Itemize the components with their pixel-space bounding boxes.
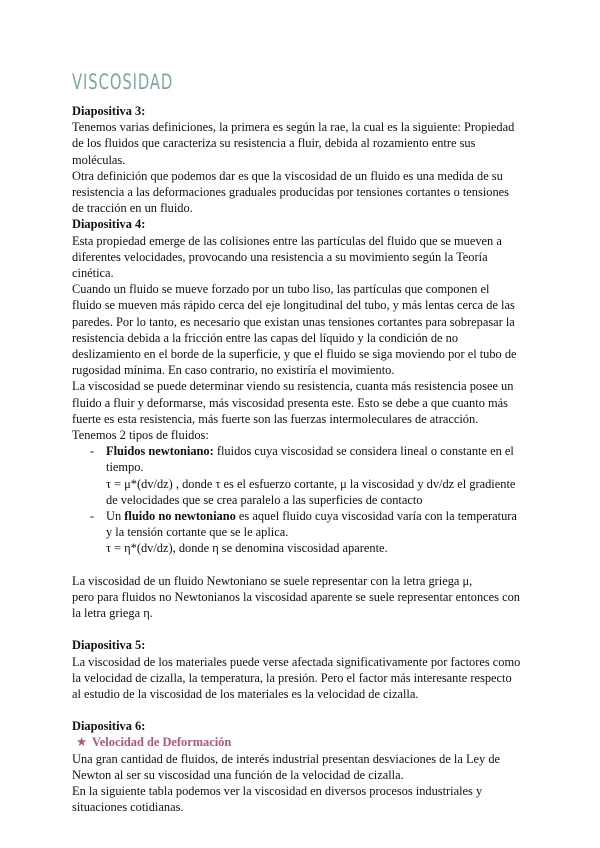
formula-text: τ = μ*(dv/dz) , donde τ es el esfuerzo cortante, μ la viscosidad y dv/dz el gradiente de velocidades que se crea paralelo a las superficies de contacto: [106, 476, 516, 507]
spacer: [72, 557, 522, 573]
term-non-newtonian: fluido no newtoniano: [124, 509, 236, 524]
paragraph: La viscosidad de un fluido Newtoniano se suele representar con la letra griega μ,: [72, 573, 473, 588]
star-icon: ★: [76, 735, 88, 750]
definition-text: es aquel fluido cuya viscosidad varía con la temperatura y la tensión cortante que se le aplica.: [106, 509, 517, 540]
spacer: [72, 621, 522, 637]
subheading-item: [72, 734, 522, 750]
section-heading-d6: Diapositiva 6:: [72, 719, 146, 734]
definition-text: fluidos cuya viscosidad se considera lineal o constante en el tiempo.: [106, 444, 514, 475]
paragraph: La viscosidad de los materiales puede verse afectada significativamente por factores como la velocidad de cizalla, la temperatura, la presión. Pero el factor más interesante respecto al estudio de la viscosidad de los materiales es la velocidad de cizalla.: [72, 654, 521, 701]
paragraph: Una gran cantidad de fluidos, de interés industrial presentan desviaciones de la Ley de Newton al ser su viscosidad una función de la velocidad de cizalla.: [72, 751, 501, 782]
paragraph: Tenemos varias definiciones, la primera es según la rae, la cual es la siguiente: Propiedad de los fluidos que caracteriza su resistencia a fluir, debida al rozamiento entre sus moléculas.: [72, 120, 515, 167]
paragraph: pero para fluidos no Newtonianos la viscosidad aparente se suele representar entonces con la letra griega η.: [72, 589, 520, 621]
dash-bullet: -: [90, 509, 95, 524]
paragraph: La viscosidad se puede determinar viendo su resistencia, cuanta más resistencia posee un fluido a fluir y deformarse, más viscosidad presenta este. Esto se debe a que cuanto más fuerte es esta resistencia, más fuerte son las fuerzas intermoleculares de atracción.: [72, 379, 514, 426]
spacer: [72, 702, 522, 718]
list-item: [90, 508, 522, 557]
paragraph: Otra definición que podemos dar es que la viscosidad de un fluido es una medida de su resistencia a las deformaciones graduales producidas por tensiones cortantes o tensiones de tracción en un fluido.: [72, 168, 509, 216]
section-heading-d5: Diapositiva 5:: [72, 638, 146, 653]
paragraph: Esta propiedad emerge de las colisiones entre las partículas del fluido que se mueven a diferentes velocidades, provocando una resistencia a su movimiento según la Teoría cinética.: [72, 233, 502, 281]
term-newtonian: Fluidos newtoniano:: [106, 444, 214, 459]
section-heading-d4: Diapositiva 4:: [72, 217, 146, 232]
paragraph: Tenemos 2 tipos de fluidos:: [72, 428, 209, 443]
list-item: [90, 443, 522, 508]
dash-bullet: -: [90, 444, 95, 459]
paragraph: Cuando un fluido se mueve forzado por un tubo liso, las partículas que componen el fluido se mueven más rápido cerca del eje longitudinal del tubo, y más lentas cerca de las paredes. Por lo tanto, es necesario que existan unas tensiones cortantes para sobrepasar la resistencia debida a la fricción entre las capas del líquido y la condición de no deslizamiento en el borde de la superficie, y que el fluido se siga moviendo por el tubo de rugosidad mínima. En caso contrario, no existiría el movimiento.: [72, 282, 517, 378]
document-body: [72, 103, 522, 815]
formula-text: τ = η*(dv/dz), donde η se denomina viscosidad aparente.: [106, 541, 388, 556]
subheading-text: Velocidad de Deformación: [92, 735, 232, 750]
definition-prefix: Un: [106, 509, 125, 524]
section-heading-d3: Diapositiva 3:: [72, 104, 146, 118]
fluid-types-list: [72, 443, 522, 556]
paragraph: En la siguiente tabla podemos ver la viscosidad en diversos procesos industriales y situaciones cotidianas.: [72, 783, 483, 815]
page-title: VISCOSIDAD: [72, 70, 174, 94]
